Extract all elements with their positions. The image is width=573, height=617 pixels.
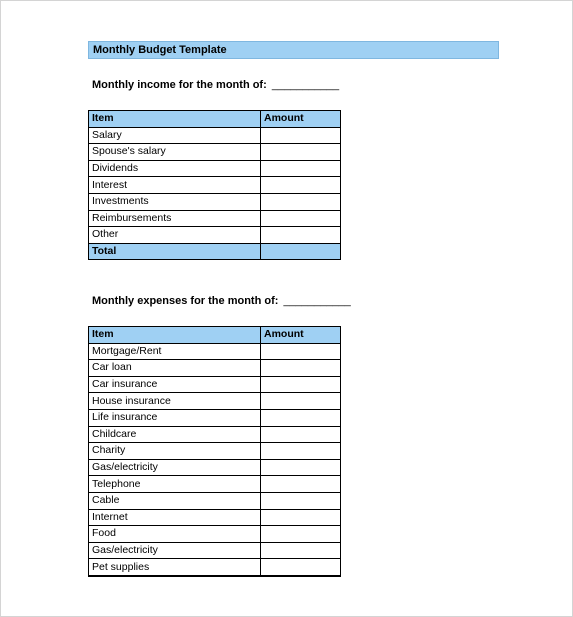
amount-cell[interactable] [261,177,341,194]
amount-cell[interactable] [261,542,341,559]
income-table [88,110,341,260]
table-row [89,393,341,410]
item-cell: Reimbursements [89,210,261,227]
amount-cell[interactable] [261,526,341,543]
amount-cell[interactable] [261,492,341,509]
table-row [89,426,341,443]
income-table-header [89,111,341,128]
amount-cell[interactable] [261,476,341,493]
amount-cell[interactable] [261,210,341,227]
table-row [89,459,341,476]
item-cell: Internet [89,509,261,526]
amount-cell[interactable] [261,144,341,161]
table-row [89,360,341,377]
amount-cell[interactable] [261,409,341,426]
item-cell: House insurance [89,393,261,410]
table-row [89,127,341,144]
income-heading-label: Monthly income for the month of: [92,79,267,91]
item-cell: Pet supplies [89,559,261,576]
amount-cell[interactable] [261,443,341,460]
income-col-item: Item [89,111,261,128]
table-row [89,526,341,543]
total-label: Total [89,243,261,260]
table-row [89,376,341,393]
amount-cell[interactable] [261,127,341,144]
total-amount-cell[interactable] [261,243,341,260]
item-cell: Car insurance [89,376,261,393]
amount-cell[interactable] [261,227,341,244]
table-row [89,227,341,244]
item-cell: Charity [89,443,261,460]
table-row [89,476,341,493]
amount-cell[interactable] [261,509,341,526]
amount-cell[interactable] [261,343,341,360]
expenses-col-item: Item [89,327,261,344]
item-cell: Cable [89,492,261,509]
item-cell: Interest [89,177,261,194]
amount-cell[interactable] [261,376,341,393]
item-cell: Investments [89,193,261,210]
table-row [89,509,341,526]
item-cell: Gas/electricity [89,459,261,476]
total-row [89,243,341,260]
table-row [89,193,341,210]
amount-cell[interactable] [261,360,341,377]
item-cell: Telephone [89,476,261,493]
amount-cell[interactable] [261,393,341,410]
item-cell: Childcare [89,426,261,443]
amount-cell[interactable] [261,426,341,443]
item-cell: Gas/electricity [89,542,261,559]
table-row [89,542,341,559]
expenses-table [88,326,341,577]
expenses-heading-label: Monthly expenses for the month of: [92,295,279,307]
item-cell: Life insurance [89,409,261,426]
table-row [89,343,341,360]
expenses-heading [92,295,351,307]
income-heading [92,79,339,91]
item-cell: Spouse's salary [89,144,261,161]
expenses-table-header [89,327,341,344]
table-row [89,144,341,161]
income-col-amount: Amount [261,111,341,128]
table-row [89,443,341,460]
amount-cell[interactable] [261,559,341,576]
income-month-blank[interactable]: ___________ [271,79,340,91]
amount-cell[interactable] [261,193,341,210]
amount-cell[interactable] [261,160,341,177]
table-row [89,210,341,227]
table-row [89,177,341,194]
item-cell: Car loan [89,360,261,377]
amount-cell[interactable] [261,459,341,476]
expenses-month-blank[interactable]: ___________ [283,295,351,307]
table-row [89,492,341,509]
item-cell: Mortgage/Rent [89,343,261,360]
document-title: Monthly Budget Template [88,41,499,59]
table-row [89,409,341,426]
item-cell: Dividends [89,160,261,177]
item-cell: Salary [89,127,261,144]
expenses-col-amount: Amount [261,327,341,344]
table-row [89,559,341,576]
item-cell: Food [89,526,261,543]
item-cell: Other [89,227,261,244]
table-row [89,160,341,177]
